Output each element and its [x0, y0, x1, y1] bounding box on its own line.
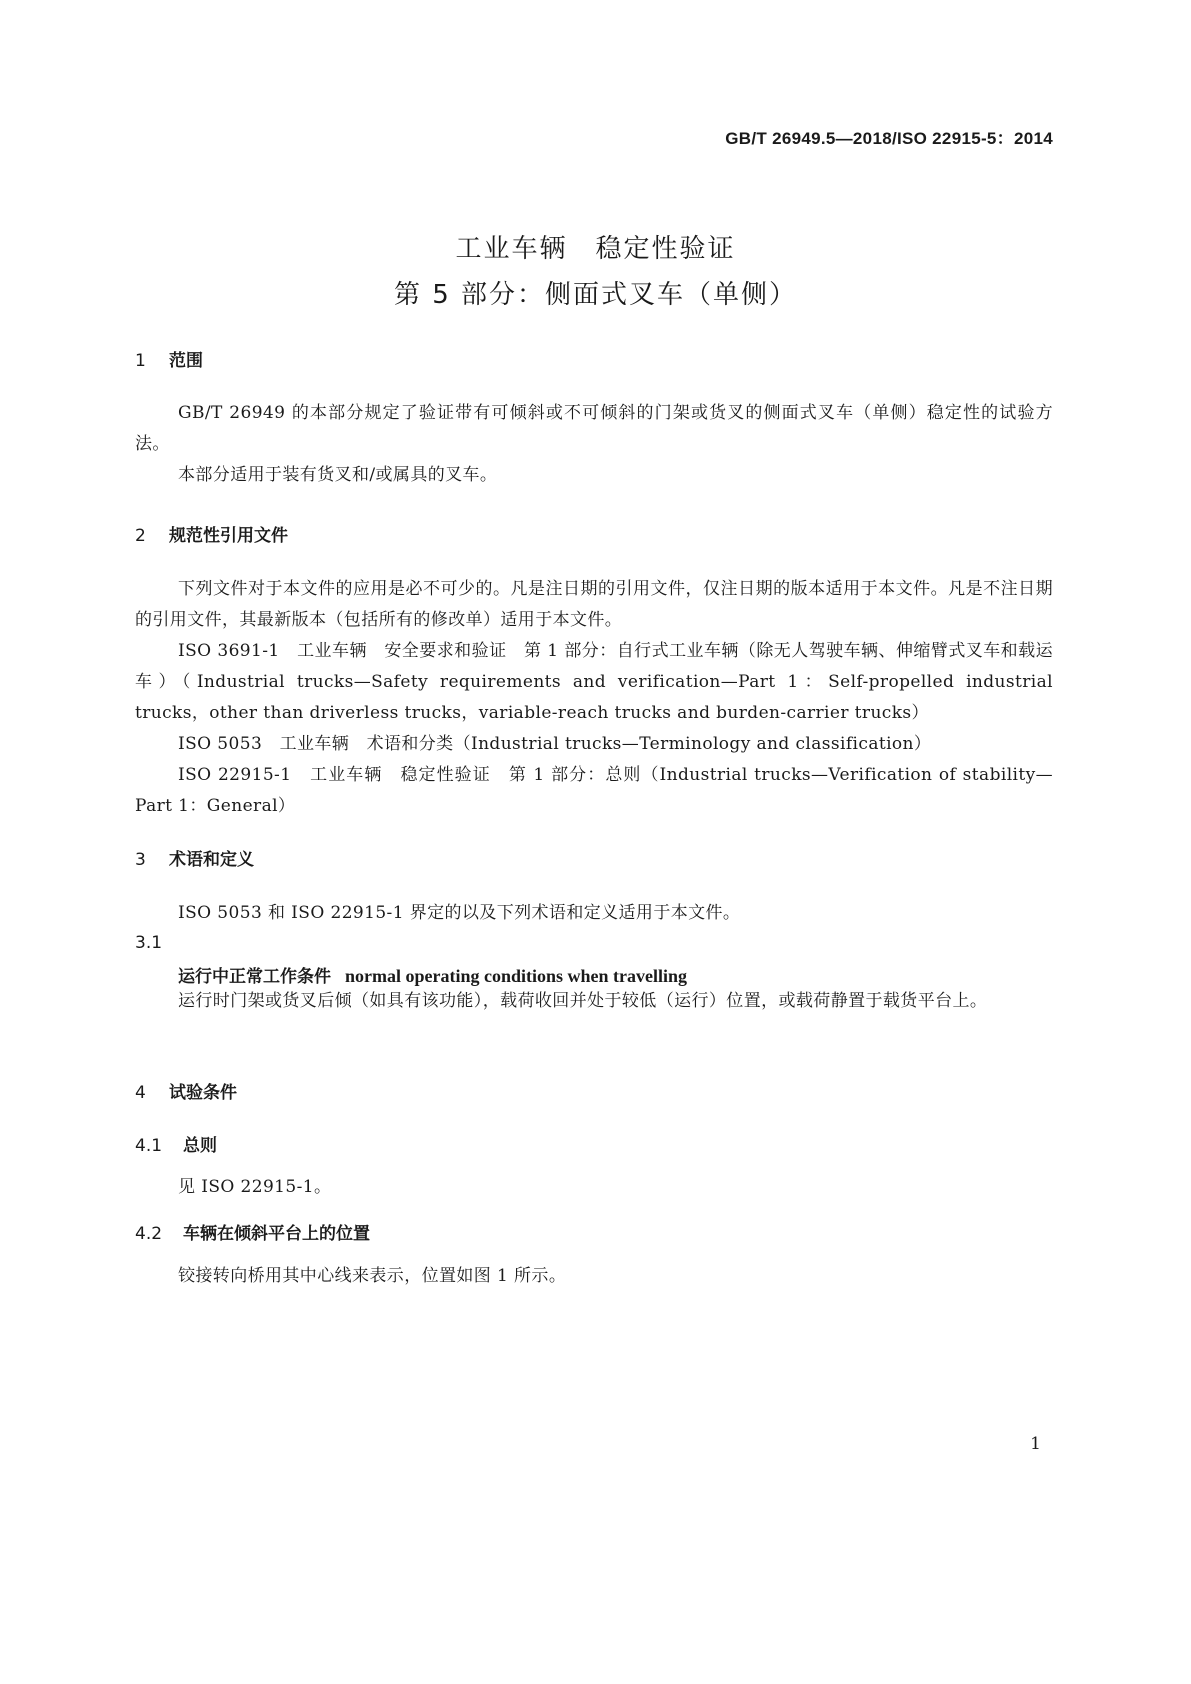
reference-iso-5053: ISO 5053 工业车辆 术语和分类（Industrial trucks—Terminology and classification） — [178, 734, 932, 754]
document-title-line1: 工业车辆 稳定性验证 — [455, 234, 736, 264]
reference-iso-3691-1: ISO 3691-1 工业车辆 安全要求和验证 第 1 部分：自行式工业车辆（除无人驾驶车辆、伸缩臂式叉车和载运车）（Industrial trucks—Safety requirements and verification—Part 1：Self-propelled industrial trucks，other than driverless trucks，variable-reach trucks and burden-carrier trucks） — [135, 641, 1053, 723]
section-4-1-heading — [135, 1131, 217, 1156]
term-3-1 — [178, 962, 687, 987]
section-1-title: 范围 — [169, 351, 203, 371]
document-title-line2: 第 5 部分：侧面式叉车（单侧） — [393, 280, 798, 310]
page-number: 1 — [1030, 1434, 1041, 1454]
section-1-paragraph-1: GB/T 26949 的本部分规定了验证带有可倾斜或不可倾斜的门架或货叉的侧面式叉车（单侧）稳定性的试验方法。 — [135, 403, 1053, 454]
section-3-number: 3 — [135, 850, 146, 870]
section-2-title: 规范性引用文件 — [169, 526, 288, 546]
section-1-paragraph-2: 本部分适用于装有货叉和/或属具的叉车。 — [178, 465, 498, 485]
term-3-1-chinese: 运行中正常工作条件 — [178, 967, 331, 987]
section-4-2-title: 车辆在倾斜平台上的位置 — [183, 1224, 370, 1244]
section-2-heading — [135, 521, 288, 546]
section-4-1-title: 总则 — [183, 1136, 217, 1156]
section-4-title: 试验条件 — [169, 1083, 237, 1103]
section-2-paragraph-1: 下列文件对于本文件的应用是必不可少的。凡是注日期的引用文件，仅注日期的版本适用于本文件。凡是不注日期的引用文件，其最新版本（包括所有的修改单）适用于本文件。 — [135, 579, 1053, 630]
term-3-1-english: normal operating conditions when travelling — [345, 966, 688, 986]
section-4-number: 4 — [135, 1083, 146, 1103]
term-3-1-number: 3.1 — [135, 933, 163, 953]
section-4-2-paragraph: 铰接转向桥用其中心线来表示，位置如图 1 所示。 — [178, 1266, 567, 1286]
reference-iso-22915-1: ISO 22915-1 工业车辆 稳定性验证 第 1 部分：总则（Industrial trucks—Verification of stability—Part 1：General） — [135, 765, 1053, 816]
section-3-heading — [135, 845, 254, 870]
section-3-paragraph-1: ISO 5053 和 ISO 22915-1 界定的以及下列术语和定义适用于本文件。 — [178, 903, 741, 923]
section-4-heading — [135, 1078, 237, 1103]
section-1-heading — [135, 346, 203, 371]
section-4-2-heading — [135, 1219, 370, 1244]
section-3-title: 术语和定义 — [169, 850, 254, 870]
section-4-1-number: 4.1 — [135, 1136, 163, 1156]
section-2-number: 2 — [135, 526, 146, 546]
section-1-number: 1 — [135, 351, 146, 371]
term-3-1-definition: 运行时门架或货叉后倾（如具有该功能），载荷收回并处于较低（运行）位置，或载荷静置于载货平台上。 — [178, 991, 988, 1011]
section-4-2-number: 4.2 — [135, 1224, 163, 1244]
section-4-1-paragraph: 见 ISO 22915-1。 — [178, 1177, 332, 1197]
standard-code: GB/T 26949.5—2018/ISO 22915-5：2014 — [725, 129, 1053, 148]
